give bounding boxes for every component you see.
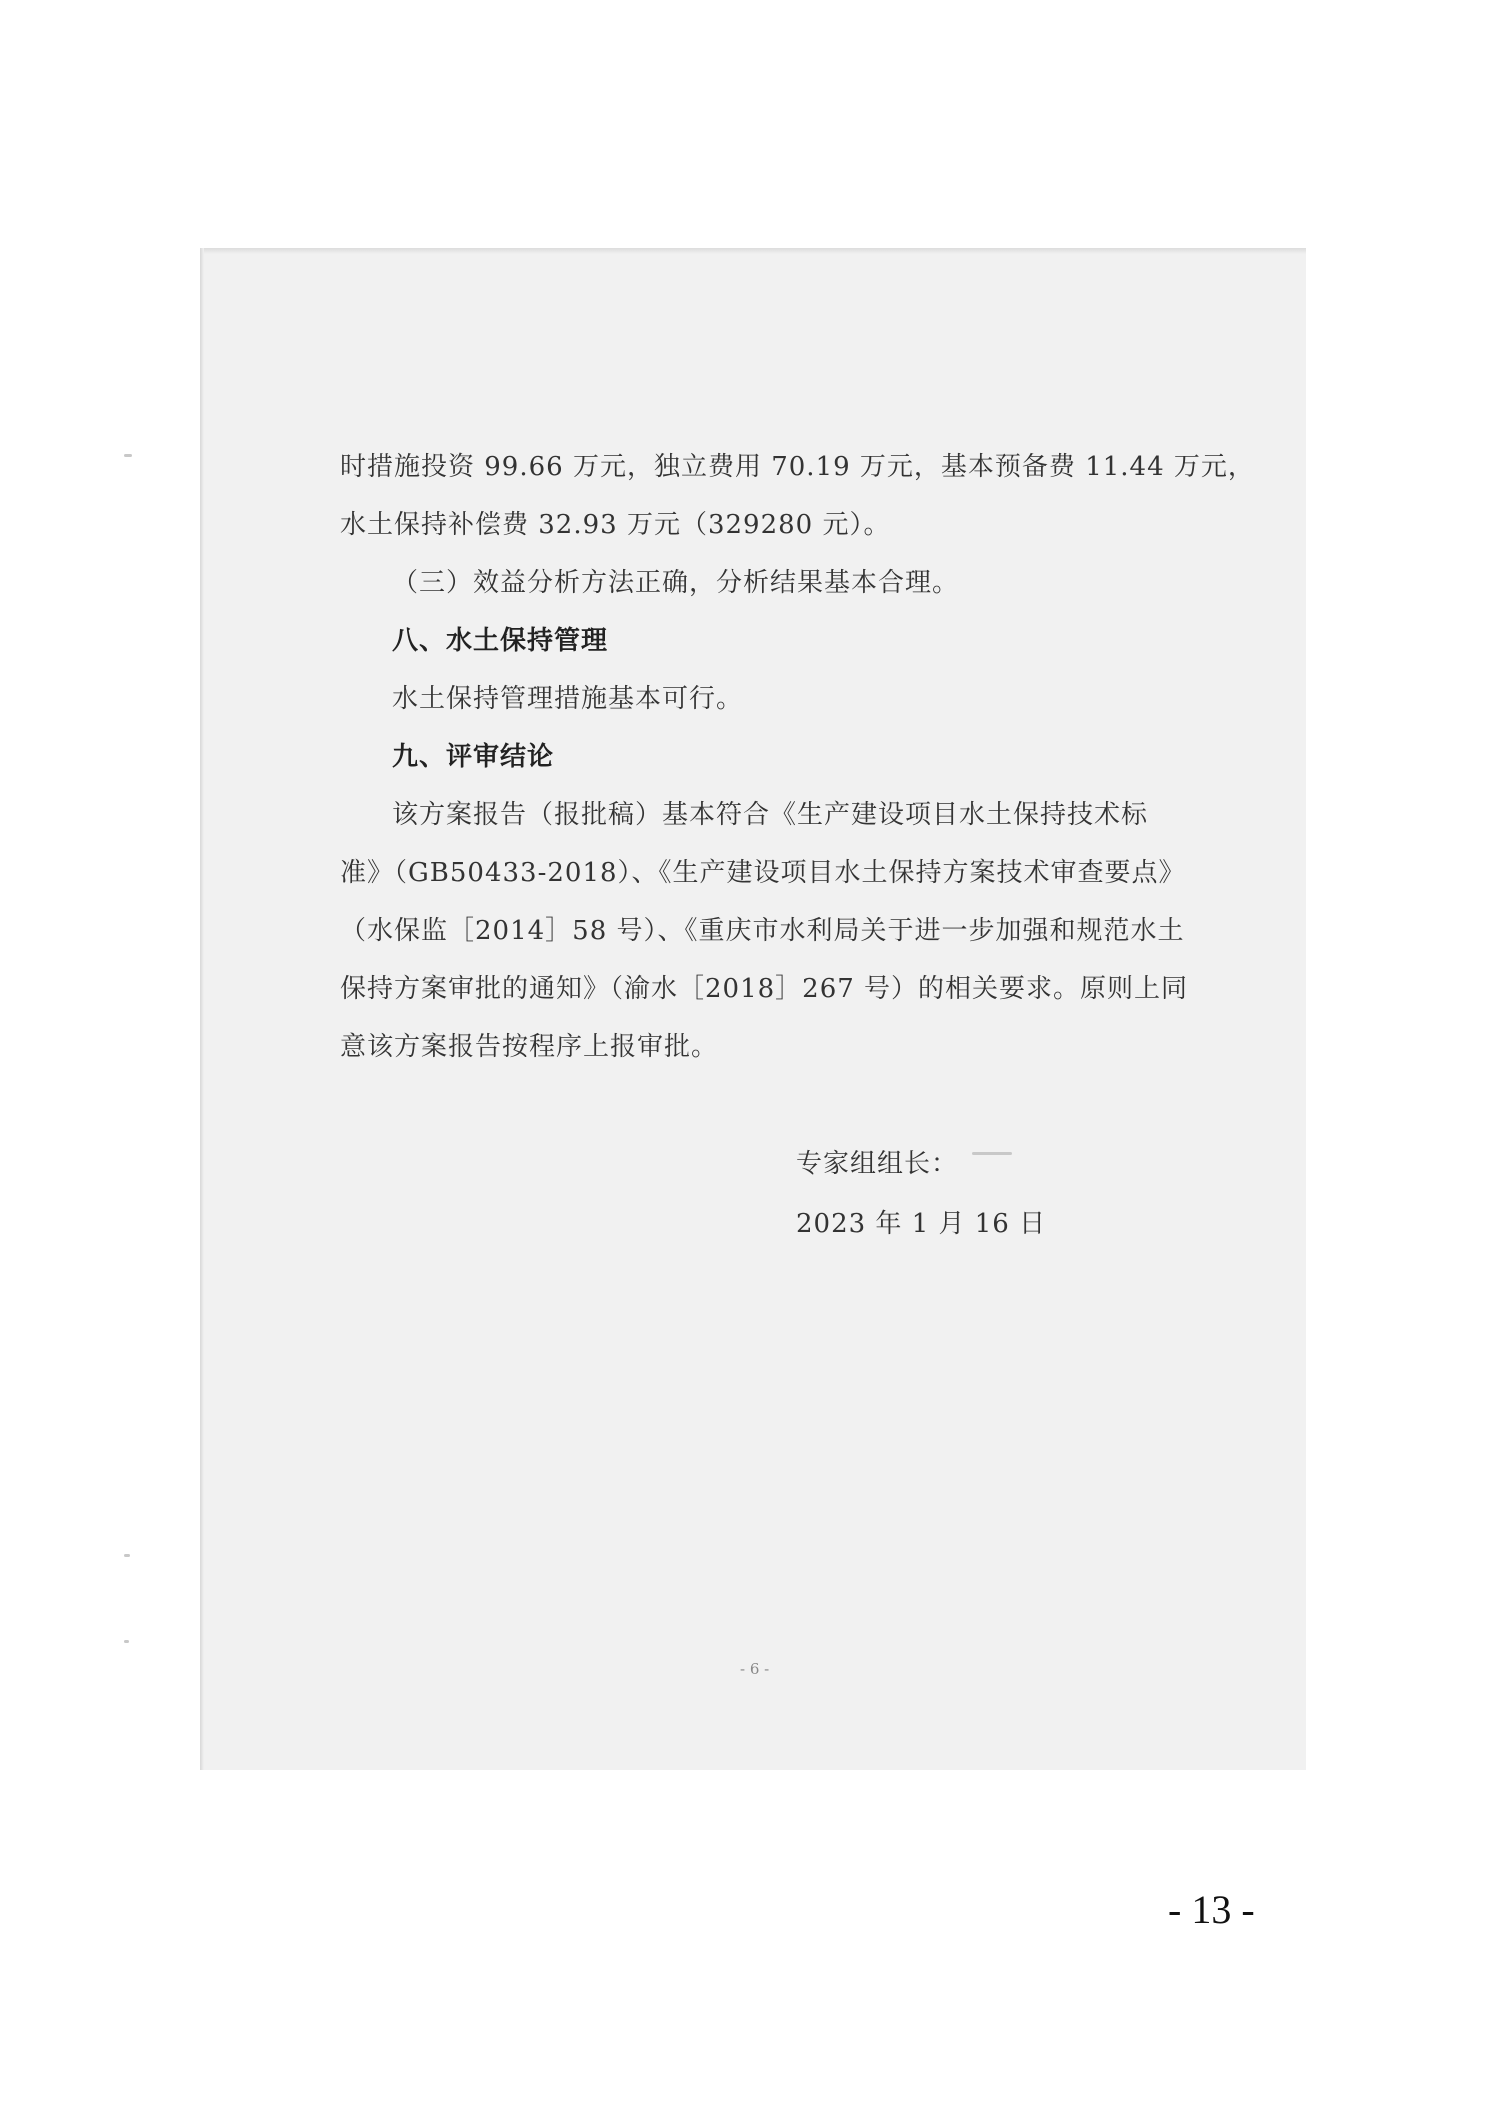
scan-smudge [972, 1152, 1012, 1155]
body-line: 该方案报告（报批稿）基本符合《生产建设项目水土保持技术标 [392, 800, 1149, 830]
page-number: - 13 - [1168, 1887, 1255, 1932]
body-line: 准》（GB50433-2018）、《生产建设项目水土保持方案技术审查要点》 [340, 858, 1186, 888]
scan-mark [124, 1640, 129, 1643]
scan-page-number: - 6 - [740, 1660, 770, 1678]
section-heading: 九、评审结论 [392, 742, 555, 772]
body-line: （水保监［2014］58 号）、《重庆市水利局关于进一步加强和规范水土 [340, 916, 1185, 946]
body-line: 保持方案审批的通知》（渝水［2018］267 号）的相关要求。原则上同 [340, 974, 1189, 1004]
body-line: （三）效益分析方法正确，分析结果基本合理。 [392, 568, 960, 598]
body-line: 水土保持管理措施基本可行。 [392, 684, 744, 714]
scan-mark [124, 454, 132, 457]
signature-role: 专家组组长： [796, 1149, 959, 1179]
body-line: 水土保持补偿费 32.93 万元（329280 元）。 [340, 510, 891, 540]
section-heading: 八、水土保持管理 [392, 626, 609, 656]
scanned-page [200, 248, 1306, 1770]
body-line: 意该方案报告按程序上报审批。 [340, 1032, 719, 1062]
scan-mark [124, 1554, 130, 1557]
signature-date: 2023 年 1 月 16 日 [796, 1209, 1047, 1239]
body-text [340, 438, 1255, 1076]
body-line: 时措施投资 99.66 万元，独立费用 70.19 万元，基本预备费 11.44 万元， [340, 452, 1255, 482]
